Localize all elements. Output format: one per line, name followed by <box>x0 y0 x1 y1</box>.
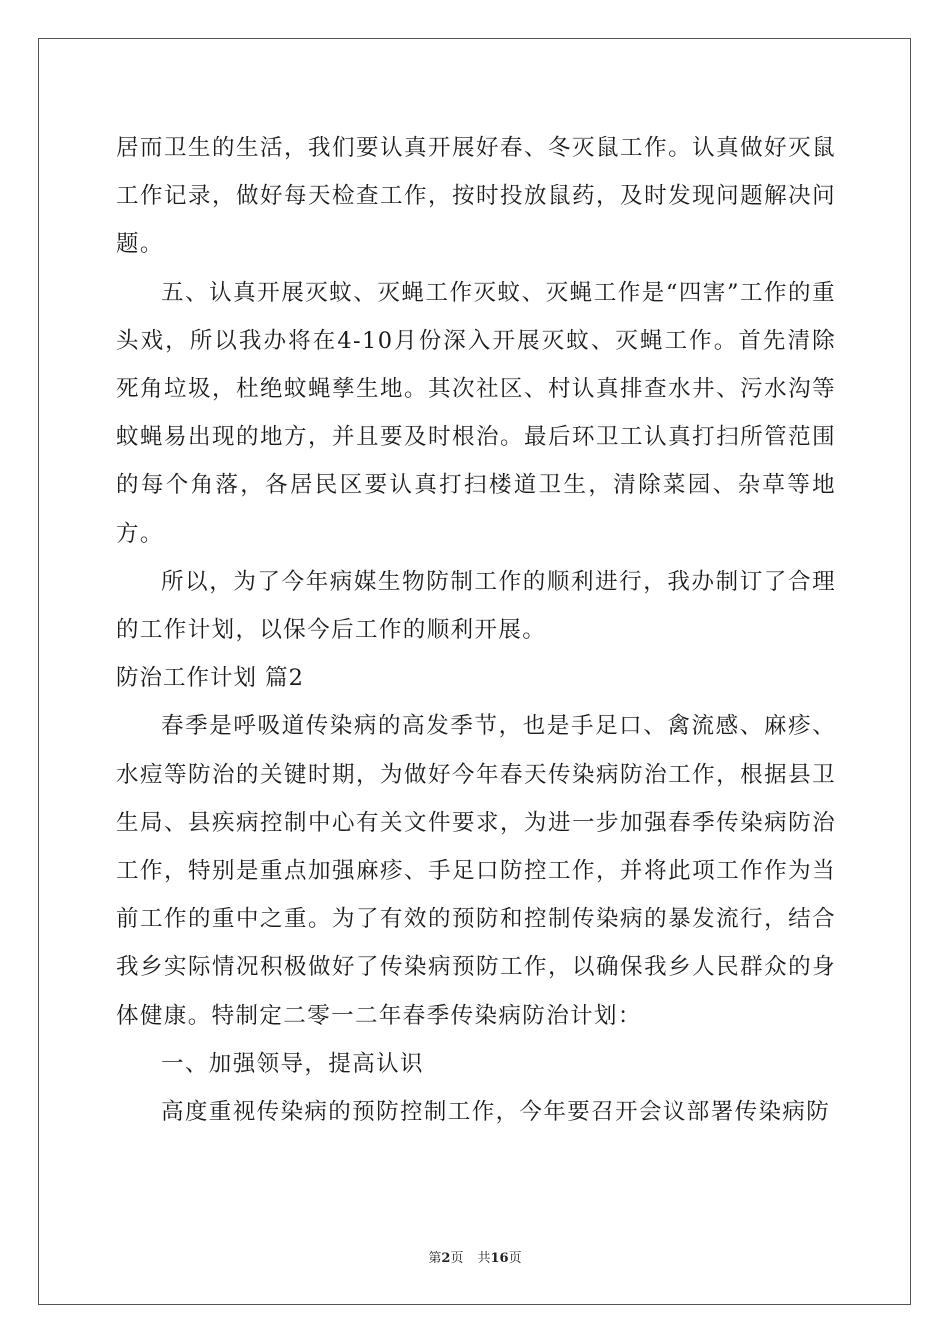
paragraph-attention: 高度重视传染病的预防控制工作，今年要召开会议部署传染病防 <box>161 1099 831 1126</box>
total-suffix: 页 <box>508 1251 522 1266</box>
paragraph-mosquito-fly-control: 五、认真开展灭蚊、灭蝇工作灭蚊、灭蝇工作是“四害”工作的重头戏，所以我办将在4-10月份深入开展灭蚊、灭蝇工作。首先清除死角垃圾，杜绝蚊蝇孳生地。其次社区、村认真排查水井、污水沟等蚊蝇易出现的地方，并且要及时根治。最后环卫工认真打扫所管范围的每个角落，各居民区要认真打扫楼道卫生，清除菜园、杂草等地方。 <box>116 279 836 547</box>
document-body <box>116 124 836 1136</box>
paragraph-rodent-control: 居而卫生的生活，我们要认真开展好春、冬灭鼠工作。认真做好灭鼠工作记录，做好每天检查工作，按时投放鼠药，及时发现问题解决问题。 <box>116 135 836 258</box>
total-pages: 16 <box>490 1251 509 1266</box>
page-number: 2 <box>441 1251 451 1266</box>
subheading-leadership: 一、加强领导，提高认识 <box>161 1050 424 1077</box>
total-prefix: 共 <box>477 1251 491 1266</box>
page-footer <box>0 1247 950 1266</box>
paragraph-spring-prevention: 春季是呼吸道传染病的高发季节，也是手足口、禽流感、麻疹、水痘等防治的关键时期，为做好今年春天传染病防治工作，根据县卫生局、县疾病控制中心有关文件要求，为进一步加强春季传染病防治工作，特别是重点加强麻疹、手足口防控工作，并将此项工作作为当前工作的重中之重。为了有效的预防和控制传染病的暴发流行，结合我乡实际情况积极做好了传染病预防工作，以确保我乡人民群众的身体健康。特制定二零一二年春季传染病防治计划： <box>116 713 836 1029</box>
section-heading: 防治工作计划 篇2 <box>116 665 304 692</box>
page-suffix: 页 <box>450 1251 464 1266</box>
page-prefix: 第 <box>428 1251 442 1266</box>
paragraph-conclusion: 所以，为了今年病媒生物防制工作的顺利进行，我办制订了合理的工作计划，以保今后工作的顺利开展。 <box>116 568 836 644</box>
